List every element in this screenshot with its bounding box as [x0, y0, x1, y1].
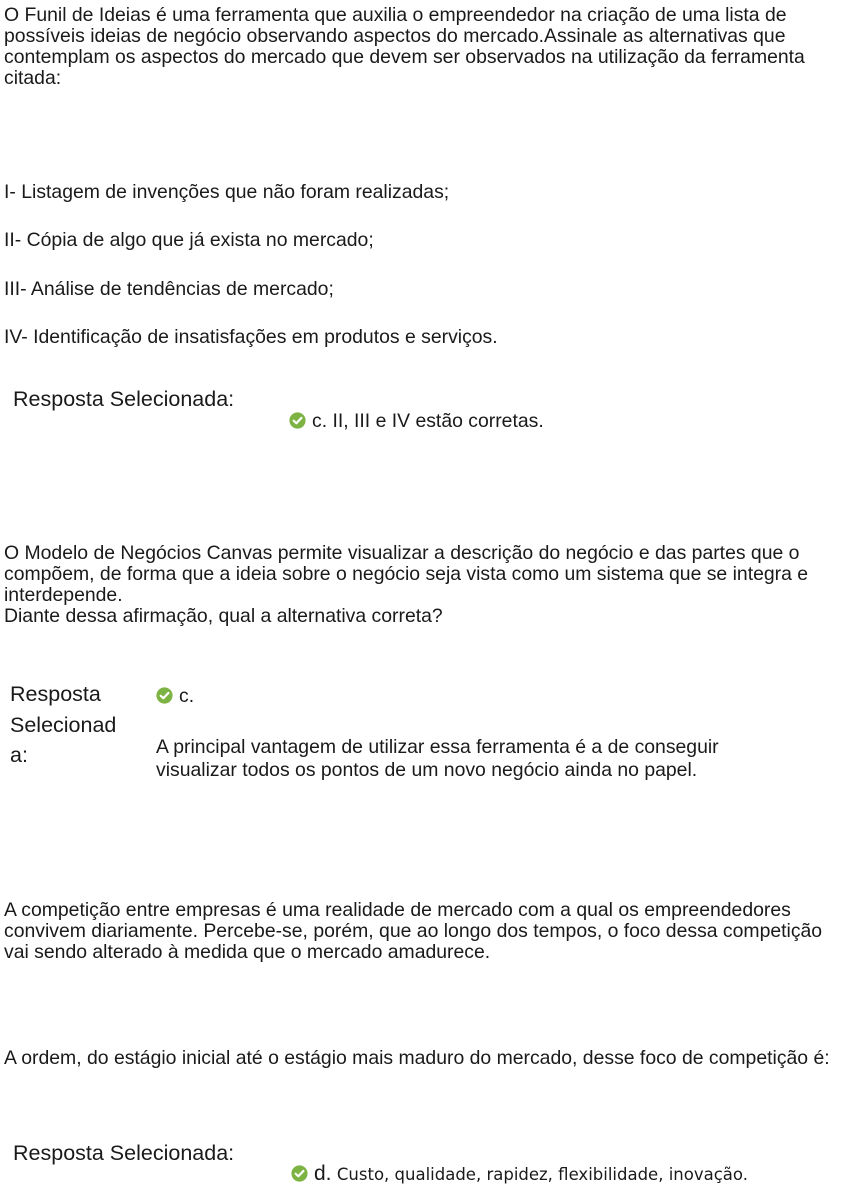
answer-label-line-2: Selecionad: [10, 713, 117, 737]
question-1-item-2: II- Cópia de algo que já exista no mercado;: [4, 229, 374, 251]
question-3-prompt: A competição entre empresas é uma realidade de mercado com a qual os empreendedores convivem diariamente. Percebe-se, porém, que ao longo dos tempos, o foco dessa competição vai sendo alterado à medida que o mercado amadurece.: [4, 899, 823, 963]
selected-answer: [289, 410, 544, 432]
answer-label: Resposta Selecionada:: [13, 387, 235, 411]
question-2-prompt-line-2: Diante dessa afirmação, qual a alternativa correta?: [4, 605, 443, 627]
question-1-item-1: I- Listagem de invenções que não foram realizadas;: [4, 181, 450, 203]
selected-answer-letter: [156, 685, 194, 707]
selected-answer-text: Custo, qualidade, rapidez, flexibilidade, inovação.: [336, 1165, 748, 1184]
check-circle-icon: [289, 412, 306, 429]
selected-answer-letter: d.: [314, 1162, 332, 1185]
question-1-item-4: IV- Identificação de insatisfações em produtos e serviços.: [4, 326, 498, 348]
question-1-prompt: O Funil de Ideias é uma ferramenta que auxilia o empreendedor na criação de uma lista de possíveis ideias de negócio observando aspectos do mercado.Assinale as alternativas que contemplam os aspectos do mercado que devem ser observados na utilização da ferramenta citada:: [4, 4, 805, 89]
answer-label: Resposta Selecionada:: [13, 1141, 235, 1165]
question-2-prompt-line-1: O Modelo de Negócios Canvas permite visualizar a descrição do negócio e das partes que o compõem, de forma que a ideia sobre o negócio seja vista como um sistema que se integra e interdepende.: [4, 542, 809, 606]
answer-label-line-3: a:: [10, 743, 28, 767]
question-3-prompt-2: A ordem, do estágio inicial até o estágio mais maduro do mercado, desse foco de competição é:: [4, 1047, 830, 1069]
question-2-prompt: [4, 543, 849, 627]
question-1-item-3: III- Análise de tendências de mercado;: [4, 278, 334, 300]
selected-answer-letter-text: c.: [179, 685, 195, 707]
check-circle-icon: [291, 1165, 308, 1182]
selected-answer-text-line-1: A principal vantagem de utilizar essa ferramenta é a de conseguir: [156, 736, 719, 758]
answer-label-line-1: Resposta: [10, 682, 101, 706]
check-circle-icon: [156, 687, 173, 704]
selected-answer-text-line-2: visualizar todos os pontos de um novo negócio ainda no papel.: [156, 759, 698, 781]
selected-answer: [291, 1163, 748, 1186]
selected-answer-text: c. II, III e IV estão corretas.: [312, 410, 544, 432]
